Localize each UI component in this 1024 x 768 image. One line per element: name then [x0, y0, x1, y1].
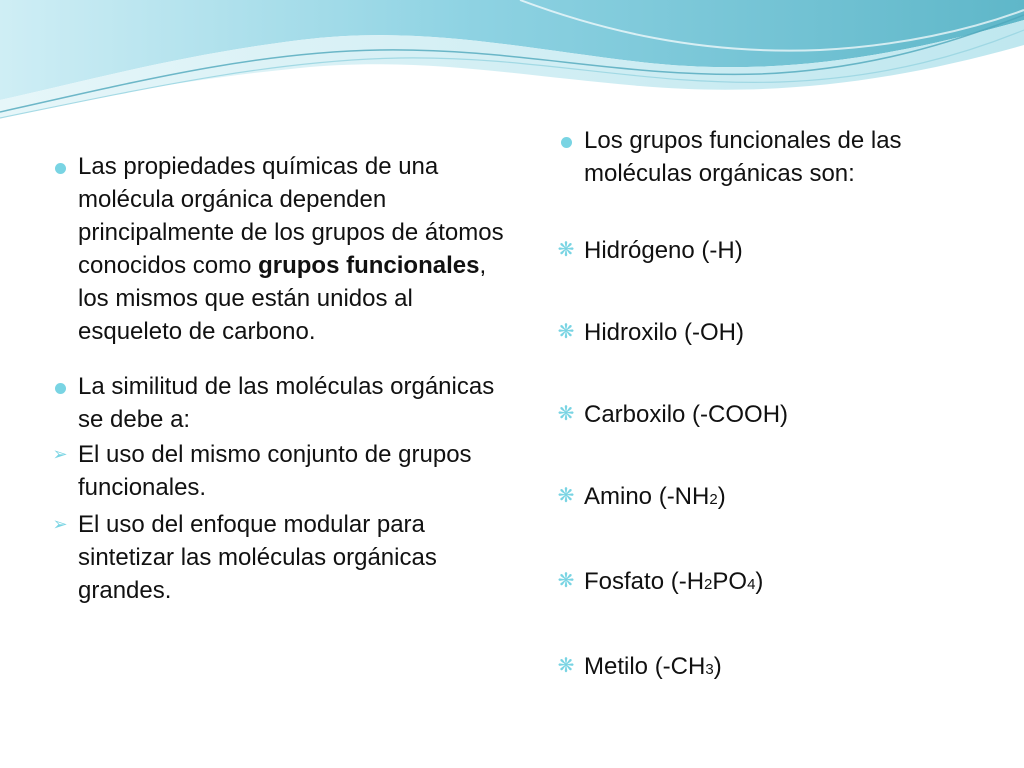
group-text: Metilo (-CH [584, 653, 706, 680]
similitud-text: La similitud de las moléculas orgánicas se debe a: [78, 373, 495, 433]
subscript: 3 [705, 661, 714, 678]
arrow-item-conjunto [50, 438, 520, 504]
asterisk-bullet-icon: ❋ [557, 655, 575, 677]
group-item-fosfato [556, 565, 996, 601]
asterisk-bullet-icon: ❋ [557, 403, 575, 425]
bullet-propiedades [50, 150, 520, 348]
group-text: Hidroxilo (-OH) [584, 319, 745, 346]
asterisk-bullet-icon: ❋ [557, 239, 575, 261]
group-text: Hidrógeno (-H) [584, 237, 743, 264]
right-column [556, 124, 996, 686]
group-text: Amino (-NH [584, 483, 710, 510]
grupos-intro-text: Los grupos funcionales de las moléculas orgánicas son: [584, 127, 902, 187]
bullet-dot-icon [50, 150, 70, 183]
asterisk-bullet-icon: ❋ [557, 485, 575, 507]
bullet-dot-icon [556, 124, 576, 157]
bullet-similitud [50, 370, 520, 436]
bullet-grupos-intro [556, 124, 996, 190]
group-item-metilo [556, 650, 996, 686]
header-wave-decoration [0, 0, 1024, 125]
group-item-hidrogeno [556, 234, 996, 267]
propiedades-text-post: , los mismos que están unidos al esqueleto de carbono. [78, 252, 487, 345]
group-text: ) [713, 653, 722, 680]
group-text: ) [755, 568, 764, 595]
subscript: 2 [709, 491, 718, 508]
subscript: 2 [704, 576, 713, 593]
arrow-bullet-icon: ➢ [52, 514, 68, 534]
left-column [50, 150, 520, 607]
grupos-funcionales-bold: grupos funcionales [258, 252, 480, 279]
group-text: Fosfato (-H [584, 568, 705, 595]
group-item-amino [556, 480, 996, 516]
group-item-carboxilo [556, 398, 996, 431]
asterisk-bullet-icon: ❋ [557, 321, 575, 343]
arrow-item-text: El uso del mismo conjunto de grupos funcionales. [78, 441, 472, 501]
propiedades-text-pre: Las propiedades químicas de una molécula orgánica dependen principalmente de los grupos de átomos conocidos como [78, 153, 504, 279]
asterisk-bullet-icon: ❋ [557, 570, 575, 592]
arrow-item-enfoque [50, 508, 520, 607]
group-item-hidroxilo [556, 316, 996, 349]
group-text: Carboxilo (-COOH) [584, 401, 789, 428]
group-text: ) [717, 483, 726, 510]
subscript: 4 [747, 576, 756, 593]
group-text: PO [712, 568, 748, 595]
arrow-item-text: El uso del enfoque modular para sintetizar las moléculas orgánicas grandes. [78, 511, 437, 604]
arrow-bullet-icon: ➢ [52, 444, 68, 464]
bullet-dot-icon [50, 370, 70, 403]
